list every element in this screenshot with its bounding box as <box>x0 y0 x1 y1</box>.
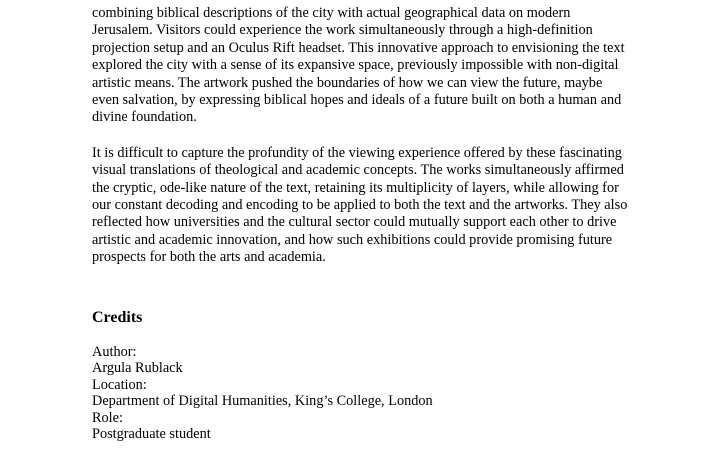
paragraph-line: divine foundation. <box>92 109 197 126</box>
paragraph-line: visual translations of theological and academic concepts. The works simultaneously affirmed <box>92 162 624 179</box>
paragraph-line: projection setup and an Oculus Rift headset. This innovative approach to envisioning the text <box>92 39 625 56</box>
role-value: Postgraduate student <box>92 426 211 443</box>
document-page <box>92 5 652 443</box>
paragraph-line: even salvation, by expressing biblical hopes and ideals of a future built on both a human and <box>92 92 622 109</box>
paragraph-line: prospects for both the arts and academia. <box>92 249 326 266</box>
author-name: Argula Rublack <box>92 360 183 377</box>
paragraph-line: our constant decoding and encoding to be applied to both the text and the artworks. They also <box>92 197 628 214</box>
body-paragraph-2 <box>92 145 652 267</box>
paragraph-line: reflected how universities and the cultural sector could mutually support each other to drive <box>92 214 617 231</box>
location-label: Location: <box>92 376 147 393</box>
body-paragraph-1 <box>92 5 652 127</box>
paragraph-spacer <box>92 127 652 145</box>
credits-list <box>92 344 433 442</box>
paragraph-line: the cryptic, ode-like nature of the text, retaining its multiplicity of layers, while allowing for <box>92 179 619 196</box>
paragraph-line: Jerusalem. Visitors could experience the work simultaneously through a high-definition <box>92 22 593 39</box>
paragraph-line: artistic and academic innovation, and how such exhibitions could provide promising future <box>92 231 613 248</box>
author-label: Author: <box>92 344 137 360</box>
location-value: Department of Digital Humanities, King’s College, London <box>92 393 433 410</box>
credits-heading: Credits <box>92 309 143 326</box>
paragraph-line: combining biblical descriptions of the city with actual geographical data on modern <box>92 5 571 21</box>
role-label: Role: <box>92 409 123 426</box>
paragraph-line: It is difficult to capture the profundity of the viewing experience offered by these fascinating <box>92 144 622 161</box>
paragraph-line: explored the city with a sense of its expansive space, previously impossible with non-digital <box>92 57 619 74</box>
paragraph-line: artistic means. The artwork pushed the boundaries of how we can view the future, maybe <box>92 74 603 91</box>
